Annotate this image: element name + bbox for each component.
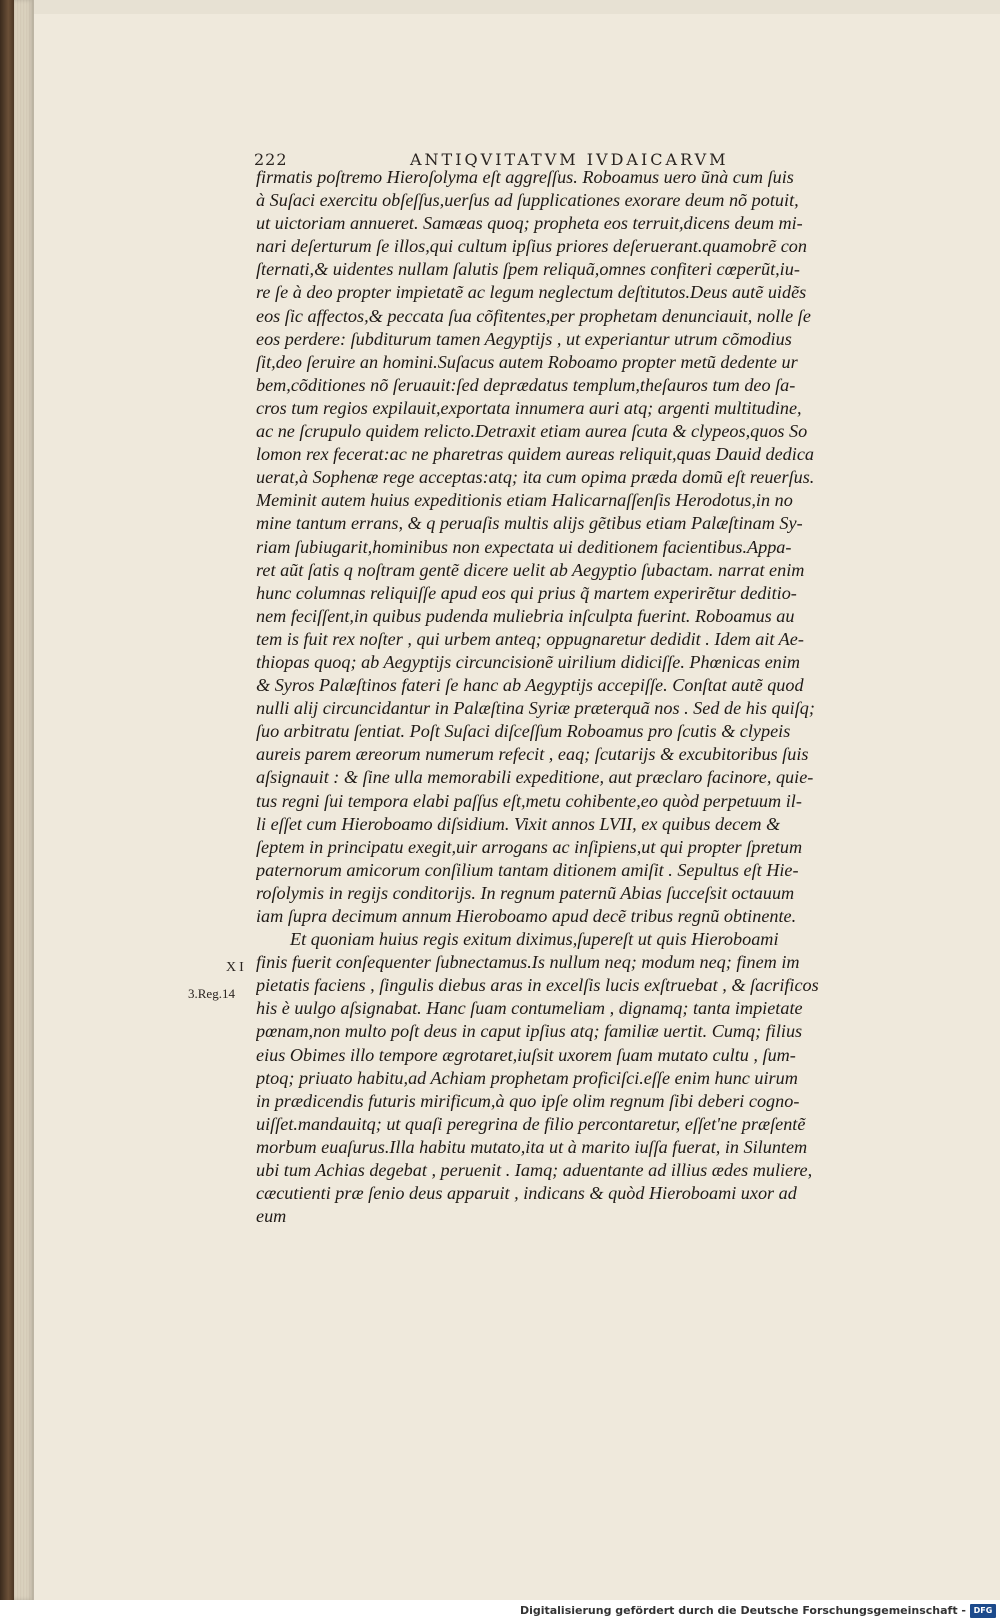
text-line: paternorum amicorum conſilium tantam ditionem amiſit . Sepultus eſt Hie- [256,859,799,880]
footer-bar [0,1600,1000,1623]
text-line: ut uictoriam annueret. Samæas quoq; propheta eos terruit,dicens deum mi- [256,213,803,234]
text-line: cæcutienti præ ſenio deus apparuit , indicans & quòd Hieroboami uxor ad [256,1183,797,1204]
text-line: riam ſubiugarit,hominibus non expectata ui deditionem facientibus.Appa- [256,536,792,557]
text-line: ptoq; priuato habitu,ad Achiam prophetam proficiſci.eſſe enim hunc uirum [256,1067,798,1088]
text-line: morbum euaſurus.Illa habitu mutato,ita ut à marito iuſſa fuerat, in Siluntem [256,1136,808,1157]
text-line: nem feciſſent,in quibus pudenda muliebria inſculpta fuerint. Roboamus au [256,605,795,626]
text-line: ſit,deo ſeruire an homini.Suſacus autem Roboamo propter metũ dedente ur [256,351,798,372]
text-line: uiſſet.mandauitq; ut quaſi peregrina de filio percontaretur, eſſet'ne præſentẽ [256,1113,806,1134]
text-line: in prædicendis futuris mirificum,à quo ipſe olim regnum ſibi deberi cogno- [256,1090,800,1111]
text-line: aureis parem æreorum numerum refecit , eaq; ſcutarijs & excubitoribus ſuis [256,744,809,765]
text-line: à Suſaci exercitu obſeſſus,uerſus ad ſupplicationes exorare deum nõ potuit, [256,190,799,211]
text-line: eos ſic affectos,& peccata ſua cõfitentes,per prophetam denunciauit, nolle ſe [256,305,811,326]
margin-reference: 3.Reg.14 [188,986,235,1001]
book-cover-edge [0,0,14,1600]
page-stack-edge [14,0,34,1600]
text-line: his è uulgo aſsignabat. Hanc ſuam contumeliam , dignamq; tanta impietate [256,998,803,1019]
text-line: iam ſupra decimum annum Hieroboamo apud decẽ tribus regnũ obtinente. [256,906,797,926]
text-line: ſuo arbitratu ſentiat. Poſt Suſaci diſceſſum Roboamus pro ſcutis & clypeis [256,721,791,742]
text-line: thiopas quoq; ab Aegyptijs circuncisionẽ uirilium didiciſſe. Phœnicas enim [256,651,801,672]
text-line: ſeptem in principatu exegit,uir arrogans ac inſipiens,ut qui propter ſpretum [256,836,803,857]
text-line: finis fuerit conſequenter ſubnectamus.Is nullum neq; modum neq; finem im [256,952,800,973]
text-line: ac ne ſcrupulo quidem relicto.Detraxit etiam aurea ſcuta & clypeos,quos So [256,421,808,442]
text-line: tem is fuit rex noſter , qui urbem anteq; oppugnaretur dedidit . Idem ait Ae- [256,628,804,649]
text-line: ſternati,& uidentes nullam ſalutis ſpem reliquã,omnes confiteri cœperũt,iu- [256,259,800,280]
text-line: re ſe à deo propter impietatẽ ac legum neglectum deſtitutos.Deus autẽ uidẽs [256,282,807,303]
text-line: & Syros Palæſtinos fateri ſe hanc ab Aegyptijs accepiſſe. Conſtat autẽ quod [256,675,804,696]
text-line: cros tum regios expilauit,exportata innumera auri atq; argenti multitudine, [256,397,802,418]
text-line: aſsignauit : & ſine ulla memorabili expeditione, aut præclaro facinore, quie- [256,767,814,788]
text-line: nulli alij circuncidantur in Palæſtina Syriæ præterquã nos . Sed de his quiſq; [256,698,815,719]
text-line: nari deſerturum ſe illos,qui cultum ipſius priores deſeruerant.quamobrẽ con [256,236,807,257]
text-line: li eſſet cum Hieroboamo diſsidium. Vixit annos LVII, ex quibus decem & [256,813,781,834]
footer-credit: Digitalisierung gefördert durch die Deutsche Forschungsgemeinschaft - [519,1604,966,1617]
text-line: firmatis poſtremo Hieroſolyma eſt aggreſſus. Roboamus uero ũnà cum ſuis [256,167,794,187]
text-line: pœnam,non multo poſt deus in caput ipſius atq; familiæ uertit. Cumq; filius [256,1021,803,1042]
page-number: 222 [254,150,288,169]
text-line: uerat,à Sophenæ rege acceptas:atq; ita cum opima præda domũ eſt reuerſus. [256,467,815,488]
text-line: hunc columnas reliquiſſe apud eos qui prius q̃ martem experirẽtur deditio- [256,582,797,603]
text-line: eius Obimes illo tempore ægrotaret,iuſsit uxorem ſuam mutato cultu , ſum- [256,1044,796,1065]
running-title: ANTIQVITATVM IVDAICARVM [410,150,729,169]
text-line: tus regni ſui tempora elabi paſſus eſt,metu cohibente,eo quòd perpetuum il- [256,790,802,811]
dfg-logo: DFG [970,1604,996,1618]
text-line: lomon rex fecerat:ac ne pharetras quidem aureas reliquit,quas Dauid dedica [256,444,814,465]
text-line: roſolymis in regijs conditorijs. In regnum paternũ Abias ſucceſsit octauum [256,882,795,903]
body-text [256,166,906,1228]
text-line: eum [256,1206,287,1227]
text-line: ubi tum Achias degebat , peruenit . Iamq; aduentante ad illius ædes muliere, [256,1160,813,1181]
text-line: mine tantum errans, & q peruaſis multis alijs gẽtibus etiam Palæſtinam Sy- [256,513,803,534]
margin-chapter-number: XI [226,960,247,975]
text-line: eos perdere: ſubditurum tamen Aegyptijs , ut experiantur utrum cõmodius [256,328,792,349]
text-line: ret aũt ſatis q noſtram gentẽ dicere uelit ab Aegyptio ſubactam. narrat enim [256,559,805,580]
text-line: bem,cõditiones nõ ſeruauit:ſed deprædatus templum,theſauros tum deo ſa- [256,374,796,395]
text-line: pietatis faciens , ſingulis diebus aras in excelſis lucis exſtruebat , & ſacrificos [256,975,819,996]
text-line: Et quoniam huius regis exitum diximus,ſupereſt ut quis Hieroboami [290,929,779,950]
text-line: Meminit autem huius expeditionis etiam Halicarnaſſenſis Herodotus,in no [256,490,793,511]
